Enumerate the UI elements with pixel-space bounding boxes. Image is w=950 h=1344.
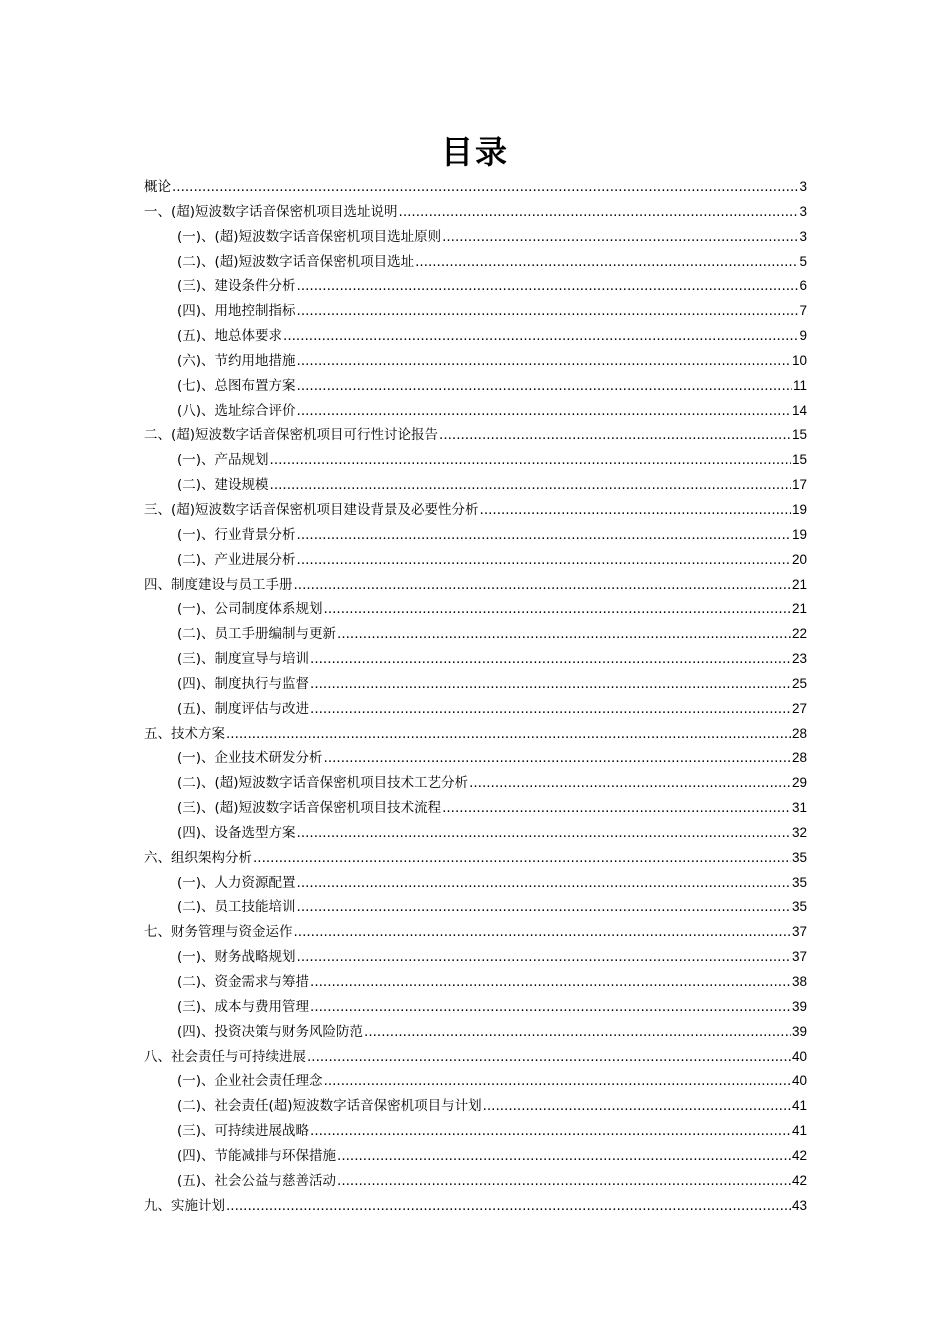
toc-subentry[interactable]	[144, 697, 807, 722]
toc-entry[interactable]	[144, 573, 807, 598]
toc-page-number: 25	[791, 675, 807, 691]
toc-entry-label: (二)、员工技能培训	[177, 899, 296, 916]
toc-dot-leader	[297, 548, 791, 573]
toc-dot-leader	[337, 622, 791, 647]
toc-entry-label: (四)、制度执行与监督	[177, 675, 310, 692]
toc-subentry[interactable]	[144, 895, 807, 920]
toc-subentry[interactable]	[144, 821, 807, 846]
toc-entry-label: (六)、节约用地措施	[177, 352, 296, 369]
toc-page-number: 17	[791, 477, 807, 493]
toc-page-number: 28	[791, 725, 807, 741]
toc-entry-label: (一)、财务战略规划	[177, 949, 296, 966]
toc-entry-label: (一)、行业背景分析	[177, 526, 296, 543]
toc-page-number: 19	[791, 526, 807, 542]
toc-page-number: 35	[791, 874, 807, 890]
toc-dot-leader	[310, 697, 791, 722]
toc-subentry[interactable]	[144, 1094, 807, 1119]
toc-subentry[interactable]	[144, 1020, 807, 1045]
toc-entry-label: (三)、成本与费用管理	[177, 998, 310, 1015]
toc-page-number: 10	[791, 352, 807, 368]
toc-dot-leader	[297, 821, 791, 846]
toc-page-number: 40	[791, 1073, 807, 1089]
toc-dot-leader	[324, 1069, 791, 1094]
toc-dot-leader	[270, 473, 791, 498]
toc-entry-label: (二)、资金需求与筹措	[177, 974, 310, 990]
toc-page-number: 39	[791, 998, 807, 1014]
toc-dot-leader	[310, 995, 791, 1020]
toc-subentry[interactable]	[144, 324, 807, 349]
toc-subentry[interactable]	[144, 374, 807, 399]
toc-entry-label: (一)、(超)短波数字话音保密机项目选址原则	[177, 228, 442, 245]
toc-subentry[interactable]	[144, 274, 807, 299]
toc-page-number: 39	[791, 1023, 807, 1039]
toc-dot-leader	[364, 1020, 791, 1045]
toc-subentry[interactable]	[144, 746, 807, 771]
toc-dot-leader	[442, 225, 798, 250]
toc-page-number: 37	[791, 949, 807, 965]
toc-dot-leader	[310, 970, 791, 995]
toc-subentry[interactable]	[144, 299, 807, 324]
toc-page-number: 9	[799, 328, 807, 344]
toc-entry-label: (七)、总图布置方案	[177, 377, 296, 394]
toc-entry-label: 九、实施计划	[144, 1197, 225, 1214]
toc-entry-label: (二)、(超)短波数字话音保密机项目选址	[177, 253, 415, 270]
toc-dot-leader	[439, 423, 791, 448]
toc-page-number: 32	[791, 824, 807, 840]
toc-entry-label: 五、技术方案	[144, 725, 225, 742]
toc-entry-label: (一)、产品规划	[177, 452, 269, 469]
toc-entry-label: (三)、可持续进展战略	[177, 1123, 310, 1140]
toc-entry-label: (四)、用地控制指标	[177, 303, 296, 320]
toc-dot-leader	[294, 573, 791, 598]
toc-dot-leader	[415, 250, 798, 275]
toc-entry-label: (五)、社会公益与慈善活动	[177, 1172, 337, 1189]
toc-dot-leader	[297, 349, 791, 374]
toc-subentry[interactable]	[144, 672, 807, 697]
toc-subentry[interactable]	[144, 448, 807, 473]
toc-subentry[interactable]	[144, 871, 807, 896]
toc-dot-leader	[442, 796, 791, 821]
toc-page-number: 7	[799, 303, 807, 319]
toc-page-number: 14	[791, 402, 807, 418]
toc-dot-leader	[226, 1194, 791, 1219]
toc-page-number: 3	[799, 203, 807, 219]
toc-dot-leader	[337, 1169, 791, 1194]
toc-page-number: 42	[791, 1172, 807, 1188]
toc-subentry[interactable]	[144, 1169, 807, 1194]
toc-subentry[interactable]	[144, 1069, 807, 1094]
toc-entry-label: (三)、制度宣导与培训	[177, 651, 310, 668]
toc-entry[interactable]	[144, 498, 807, 523]
toc-page-number: 15	[791, 452, 807, 468]
toc-page-number: 11	[792, 377, 807, 393]
toc-subentry[interactable]	[144, 473, 807, 498]
page-title: 目录	[440, 133, 509, 171]
toc-dot-leader	[226, 722, 791, 747]
toc-page-number: 23	[791, 651, 807, 667]
toc-entry-label: 七、财务管理与资金运作	[144, 924, 293, 941]
toc-page-number: 3	[799, 228, 807, 244]
toc-page-number: 31	[791, 800, 807, 816]
toc-dot-leader	[324, 597, 791, 622]
toc-dot-leader	[324, 746, 791, 771]
table-of-contents	[144, 175, 807, 1218]
toc-entry-label: (一)、企业技术研发分析	[177, 750, 323, 767]
toc-entry-label: 四、制度建设与员工手册	[144, 576, 293, 593]
toc-dot-leader	[337, 1144, 791, 1169]
toc-page-number: 41	[791, 1098, 807, 1114]
toc-entry-label: (三)、建设条件分析	[177, 278, 296, 295]
toc-dot-leader	[310, 672, 791, 697]
toc-page-number: 29	[791, 775, 807, 791]
toc-entry-label: (二)、产业进展分析	[177, 551, 296, 568]
toc-entry[interactable]	[144, 1045, 807, 1070]
toc-page-number: 42	[791, 1147, 807, 1163]
toc-page-number: 19	[791, 501, 807, 517]
toc-entry[interactable]	[144, 920, 807, 945]
toc-entry-label: (四)、节能减排与环保措施	[177, 1147, 337, 1164]
toc-page-number: 21	[791, 601, 807, 617]
toc-page-number: 38	[791, 974, 807, 989]
toc-dot-leader	[297, 895, 791, 920]
toc-subentry[interactable]	[144, 349, 807, 374]
toc-page-number: 41	[791, 1123, 807, 1139]
toc-entry-label: (四)、投资决策与财务风险防范	[177, 1023, 364, 1040]
toc-entry-label: (二)、员工手册编制与更新	[177, 626, 337, 643]
toc-page-number: 35	[791, 899, 807, 915]
toc-dot-leader	[297, 374, 792, 399]
toc-subentry[interactable]	[144, 1144, 807, 1169]
toc-dot-leader	[469, 771, 791, 796]
toc-dot-leader	[399, 200, 799, 225]
toc-entry-label: 一、(超)短波数字话音保密机项目选址说明	[144, 203, 398, 220]
toc-subentry[interactable]	[144, 225, 807, 250]
toc-entry-label: (二)、建设规模	[177, 477, 269, 494]
toc-dot-leader	[310, 1119, 791, 1144]
toc-entry[interactable]	[144, 423, 807, 448]
toc-subentry[interactable]	[144, 995, 807, 1020]
toc-page-number: 37	[791, 924, 807, 940]
toc-entry-label: 八、社会责任与可持续进展	[144, 1048, 306, 1065]
toc-entry-label: 六、组织架构分析	[144, 849, 252, 866]
toc-entry-label: (二)、(超)短波数字话音保密机项目技术工艺分析	[177, 775, 469, 792]
toc-page-number: 22	[791, 626, 807, 642]
toc-page-number: 15	[791, 427, 807, 443]
toc-dot-leader	[297, 523, 791, 548]
toc-dot-leader	[297, 399, 791, 424]
toc-dot-leader	[294, 920, 791, 945]
toc-subentry[interactable]	[144, 1119, 807, 1144]
toc-entry-label: 概论	[144, 179, 171, 195]
toc-entry-label: (四)、设备选型方案	[177, 824, 296, 841]
toc-subentry[interactable]	[144, 399, 807, 424]
toc-dot-leader	[283, 324, 798, 349]
toc-entry[interactable]	[144, 175, 807, 200]
toc-entry[interactable]	[144, 722, 807, 747]
toc-subentry[interactable]	[144, 796, 807, 821]
toc-entry-label: (二)、社会责任(超)短波数字话音保密机项目与计划	[177, 1098, 482, 1115]
toc-entry-label: 三、(超)短波数字话音保密机项目建设背景及必要性分析	[144, 501, 479, 518]
toc-subentry[interactable]	[144, 523, 807, 548]
toc-subentry[interactable]	[144, 622, 807, 647]
toc-subentry[interactable]	[144, 945, 807, 970]
toc-dot-leader	[297, 945, 791, 970]
toc-entry[interactable]	[144, 1194, 807, 1219]
toc-dot-leader	[310, 647, 791, 672]
toc-page-number: 21	[791, 576, 807, 592]
toc-page-number: 43	[791, 1197, 807, 1213]
toc-dot-leader	[307, 1045, 791, 1070]
toc-entry[interactable]	[144, 200, 807, 225]
toc-page-number: 28	[791, 750, 807, 766]
toc-dot-leader	[480, 498, 791, 523]
toc-dot-leader	[270, 448, 791, 473]
toc-subentry[interactable]	[144, 597, 807, 622]
toc-subentry[interactable]	[144, 548, 807, 573]
toc-dot-leader	[172, 175, 798, 200]
toc-page-number: 35	[791, 849, 807, 865]
toc-entry-label: (一)、公司制度体系规划	[177, 601, 323, 618]
toc-entry-label: (八)、选址综合评价	[177, 402, 296, 419]
toc-subentry[interactable]	[144, 647, 807, 672]
toc-dot-leader	[297, 299, 799, 324]
toc-entry-label: (一)、人力资源配置	[177, 874, 296, 891]
toc-page-number: 20	[791, 551, 807, 567]
toc-dot-leader	[253, 846, 791, 871]
toc-page-number: 40	[791, 1048, 807, 1064]
toc-subentry[interactable]	[144, 250, 807, 275]
toc-entry-label: (五)、制度评估与改进	[177, 700, 310, 717]
toc-subentry[interactable]	[144, 970, 807, 995]
toc-page-number: 27	[791, 700, 807, 716]
toc-entry-label: (三)、(超)短波数字话音保密机项目技术流程	[177, 800, 442, 817]
toc-entry-label: (五)、地总体要求	[177, 328, 283, 345]
toc-page-number: 6	[799, 278, 807, 294]
toc-entry[interactable]	[144, 846, 807, 871]
toc-page-number: 5	[799, 253, 807, 269]
toc-dot-leader	[297, 274, 799, 299]
toc-entry-label: (一)、企业社会责任理念	[177, 1073, 323, 1090]
toc-subentry[interactable]	[144, 771, 807, 796]
toc-entry-label: 二、(超)短波数字话音保密机项目可行性讨论报告	[144, 427, 439, 444]
toc-dot-leader	[297, 871, 791, 896]
toc-page-number: 3	[799, 179, 807, 194]
toc-dot-leader	[483, 1094, 791, 1119]
